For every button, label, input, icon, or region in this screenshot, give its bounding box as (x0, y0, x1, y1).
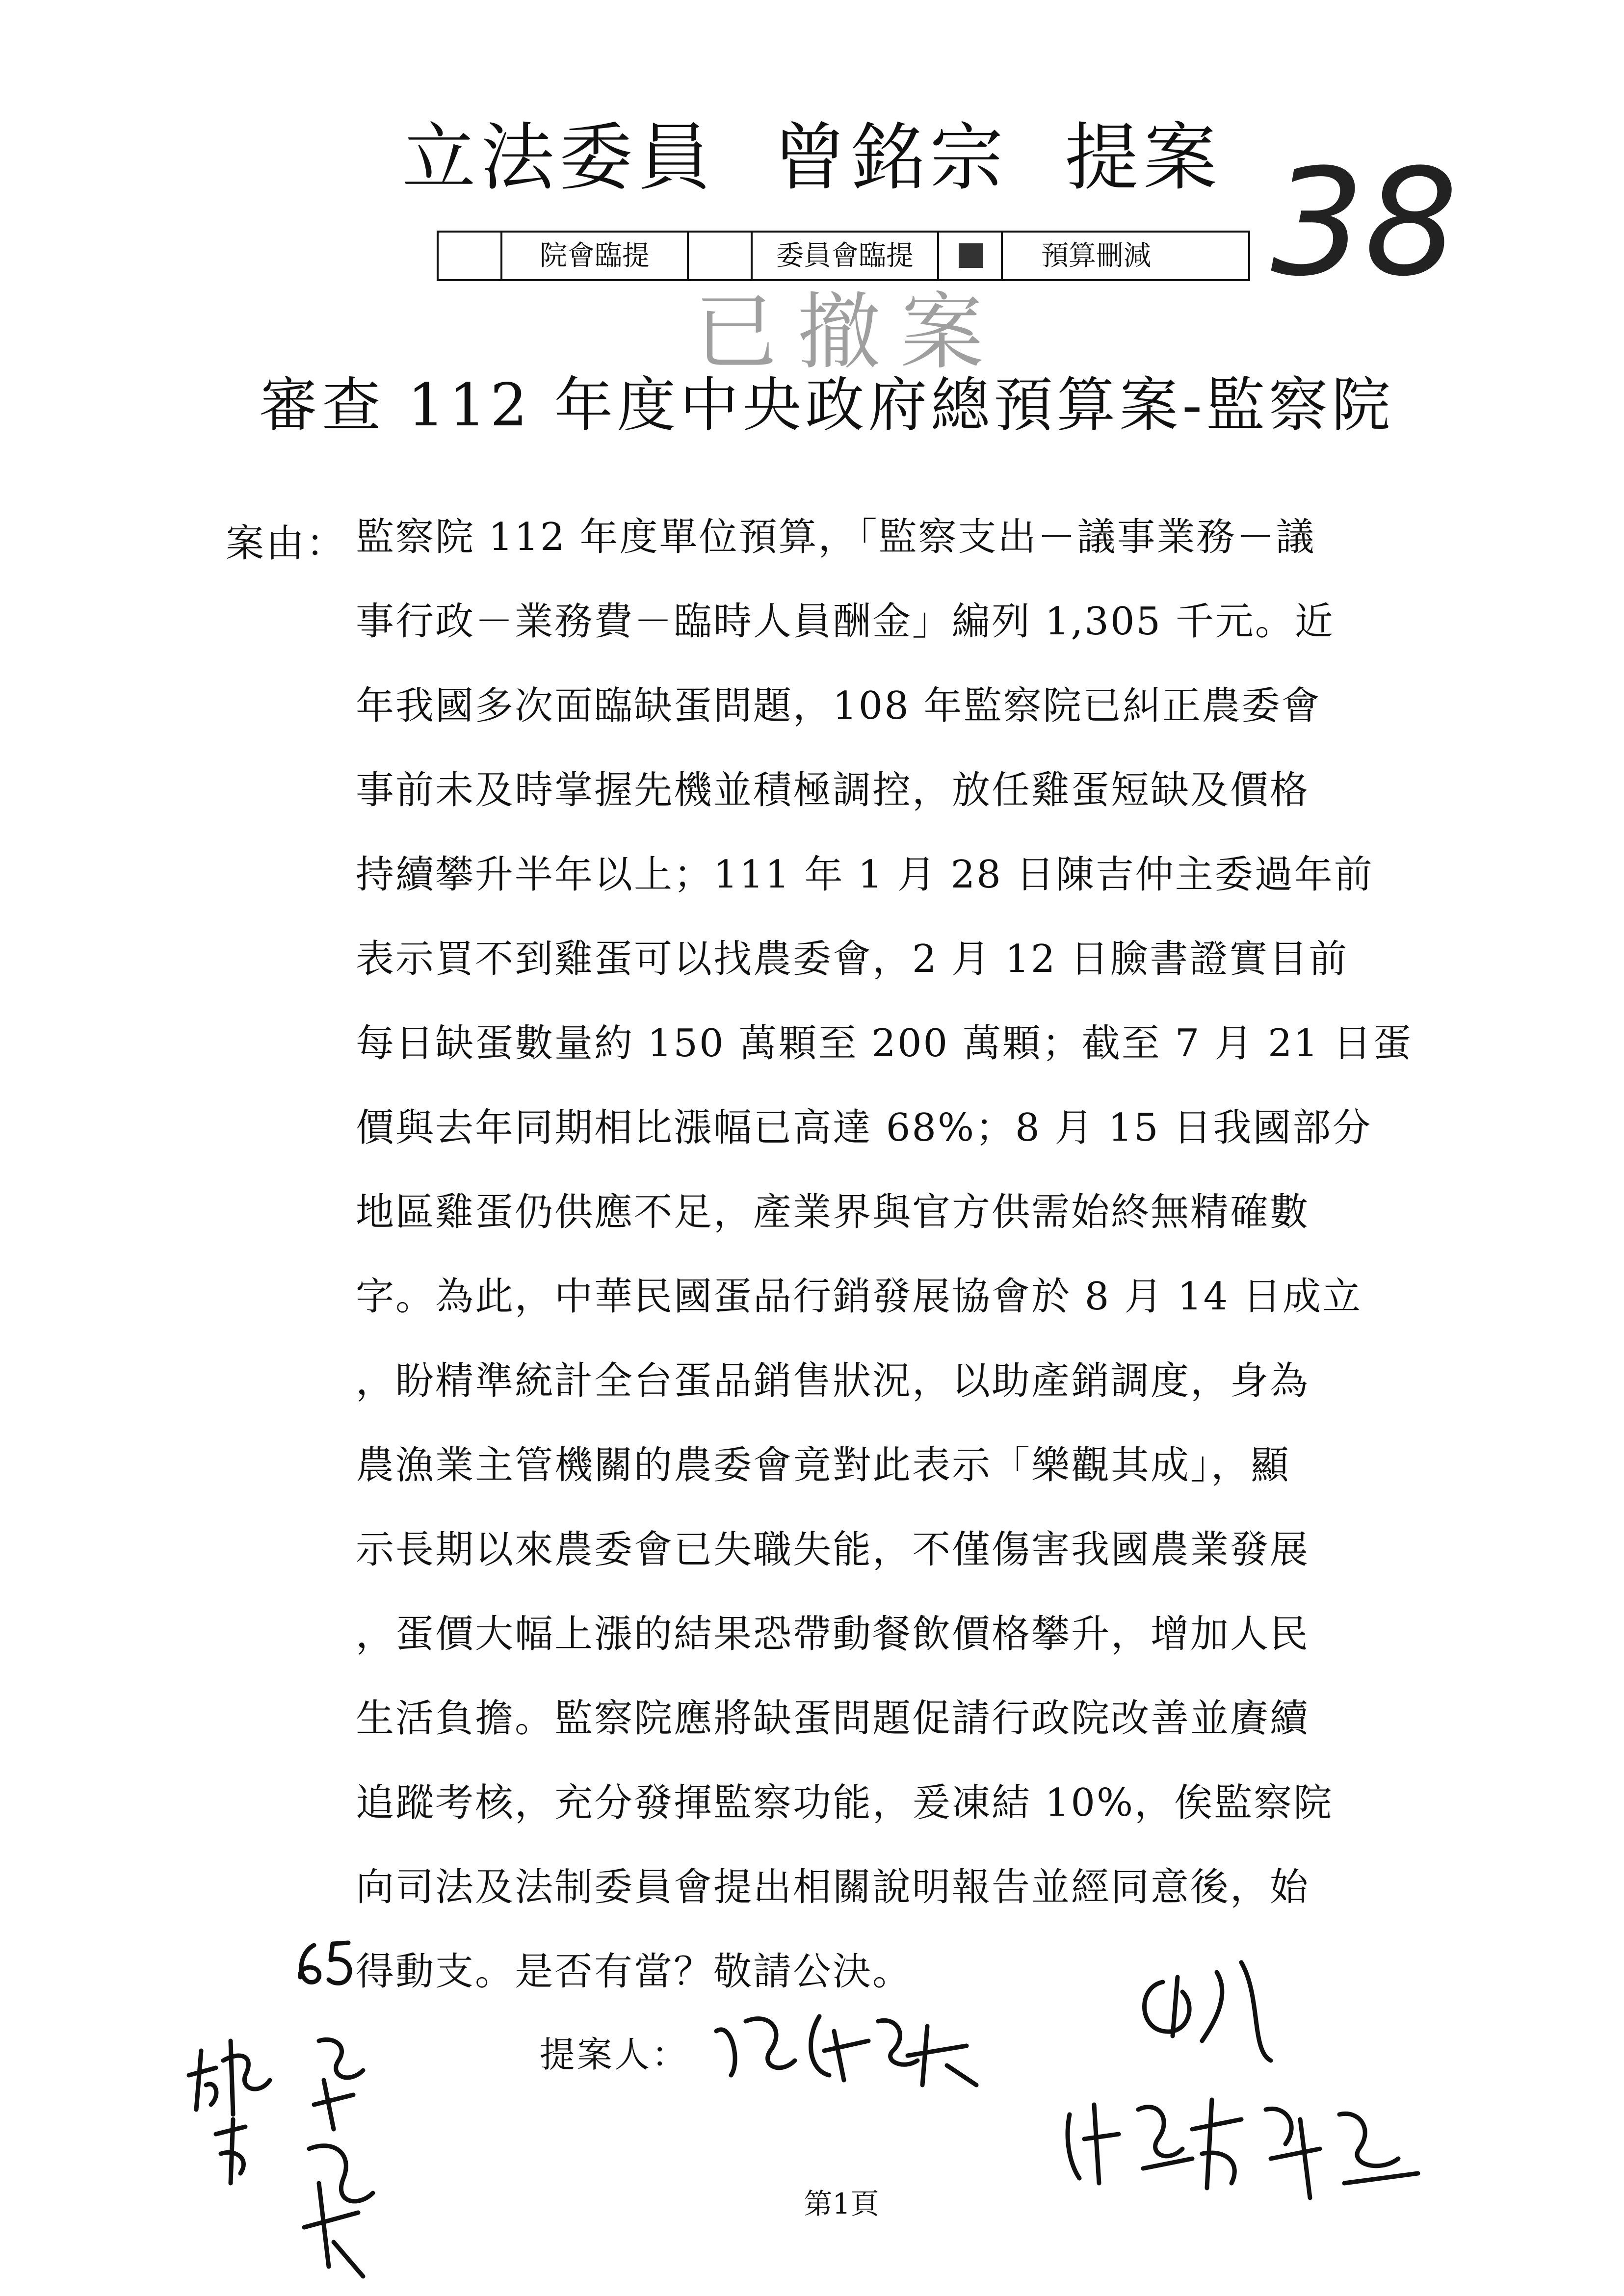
signature-left (186, 2021, 451, 2286)
proposer-label: 提案人： (540, 2034, 689, 2075)
withdrawn-stamp: 已撤案 (694, 284, 1003, 381)
page-number-footer: 第1頁 (804, 2187, 879, 2220)
handwritten-number-signature (294, 1938, 358, 1992)
option-label-committee: 委員會臨提 (753, 233, 939, 279)
case-line: 持續攀升半年以上；111 年 1 月 28 日陳吉仲主委過年前 (356, 853, 1374, 897)
case-line: ，蛋價大幅上漲的結果恐帶動餐飲價格攀升，增加人民 (356, 1612, 1310, 1656)
case-line: 每日缺蛋數量約 150 萬顆至 200 萬顆；截至 7 月 21 日蛋 (356, 1021, 1413, 1066)
case-line: ，盼精準統計全台蛋品銷售狀況，以助產銷調度，身為 (356, 1359, 1310, 1403)
case-line: 追蹤考核，充分發揮監察功能，爰凍結 10%，俟監察院 (356, 1781, 1334, 1825)
case-line: 農漁業主管機關的農委會竟對此表示「樂觀其成」，顯 (356, 1443, 1291, 1487)
case-line: 地區雞蛋仍供應不足，產業界與官方供需始終無精確數 (356, 1190, 1310, 1234)
handwritten-page-mark: 38 (1271, 137, 1458, 309)
option-label-plenary: 院會臨提 (502, 233, 689, 279)
case-line: 向司法及法制委員會提出相關說明報告並經同意後，始 (356, 1865, 1310, 1909)
proposal-title: 立法委員 曾銘宗 提案 (402, 115, 1222, 201)
case-line: 表示買不到雞蛋可以找農委會，2 月 12 日臉書證實目前 (356, 937, 1349, 981)
case-body (356, 513, 1460, 2032)
document-subtitle: 審查 112 年度中央政府總預算案-監察院 (259, 371, 1394, 440)
case-line: 事前未及時掌握先機並積極調控，放任雞蛋短缺及價格 (356, 768, 1310, 812)
case-line: 監察院 112 年度單位預算，「監察支出－議事業務－議 (356, 515, 1316, 559)
case-label: 案由： (226, 522, 347, 566)
case-line: 生活負擔。監察院應將缺蛋問題促請行政院改善並賡續 (356, 1696, 1310, 1741)
case-line: 示長期以來農委會已失職失能，不僅傷害我國農業發展 (356, 1528, 1310, 1572)
case-line: 得動支。是否有當？敬請公決。 (356, 1950, 913, 1994)
case-line: 年我國多次面臨缺蛋問題，108 年監察院已糾正農委會 (356, 684, 1321, 728)
case-line: 事行政－業務費－臨時人員酬金」編列 1,305 千元。近 (356, 600, 1335, 644)
case-line: 字。為此，中華民國蛋品行銷發展協會於 8 月 14 日成立 (356, 1275, 1362, 1319)
proposer-signature (711, 2002, 986, 2100)
case-line: 價與去年同期相比漲幅已高達 68%；8 月 15 日我國部分 (356, 1106, 1372, 1150)
option-label-budget-cut: 預算刪減 (1041, 240, 1151, 272)
